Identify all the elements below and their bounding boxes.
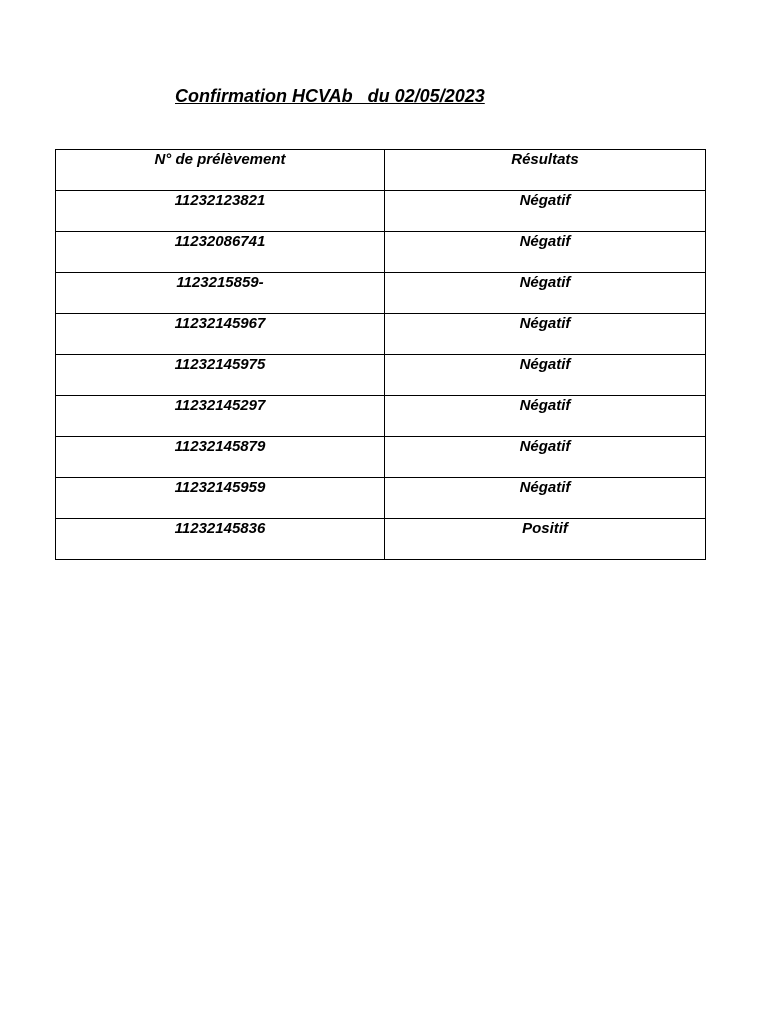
sample-number-cell: 11232145959: [56, 478, 385, 519]
table-row: [56, 232, 706, 273]
table-row: [56, 273, 706, 314]
document-title: Confirmation HCVAb du 02/05/2023: [175, 86, 485, 106]
result-cell: Négatif: [385, 273, 706, 314]
result-cell: Négatif: [385, 314, 706, 355]
table-row: [56, 314, 706, 355]
table-row: [56, 519, 706, 560]
header-cell-results: [385, 150, 706, 191]
results-table: [55, 149, 706, 560]
header-sample-number-label: N° de prélèvement: [154, 151, 286, 168]
table-row: [56, 478, 706, 519]
sample-number-cell: 11232086741: [56, 232, 385, 273]
sample-number-cell: 11232123821: [56, 191, 385, 232]
result-cell: Négatif: [385, 191, 706, 232]
result-cell: Négatif: [385, 355, 706, 396]
table-row: [56, 437, 706, 478]
header-cell-sample-number: [56, 150, 385, 191]
sample-number-cell: 11232145836: [56, 519, 385, 560]
result-cell: Négatif: [385, 396, 706, 437]
result-cell: Négatif: [385, 232, 706, 273]
table-header-row: [56, 150, 706, 191]
table-row: [56, 355, 706, 396]
sample-number-cell: 11232145879: [56, 437, 385, 478]
sample-number-cell: 11232145297: [56, 396, 385, 437]
result-cell: Négatif: [385, 437, 706, 478]
sample-number-cell: 1123215859-: [56, 273, 385, 314]
sample-number-cell: 11232145975: [56, 355, 385, 396]
table-row: [56, 191, 706, 232]
sample-number-cell: 11232145967: [56, 314, 385, 355]
result-cell: Négatif: [385, 478, 706, 519]
header-results-label: Résultats: [511, 151, 579, 168]
result-cell: Positif: [385, 519, 706, 560]
table-row: [56, 396, 706, 437]
